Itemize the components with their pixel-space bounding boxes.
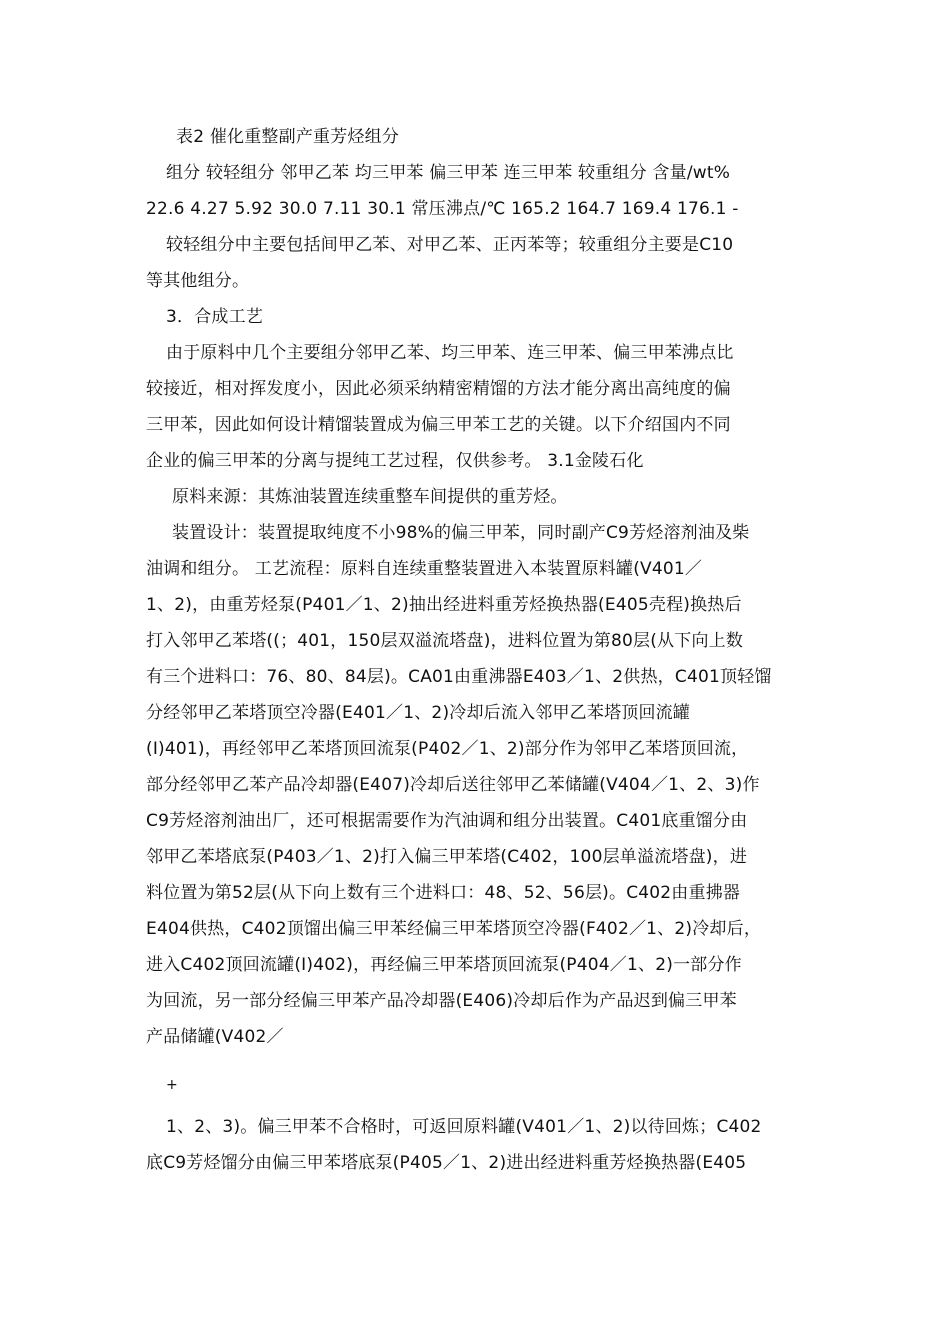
section-heading: 3．合成工艺 — [166, 307, 264, 327]
paragraph-line: 1、2、3)。偏三甲苯不合格时，可返回原料罐(V401／1、2)以待回炼；C402 — [166, 1117, 762, 1137]
paragraph-line: E404供热，C402顶馏出偏三甲苯经偏三甲苯塔顶空冷器(F402／1、2)冷却后， — [146, 919, 762, 939]
plus-marker: + — [166, 1077, 178, 1093]
paragraph-line: 产品储罐(V402／ — [146, 1027, 284, 1047]
paragraph-line: 邻甲乙苯塔底泵(P403／1、2)打入偏三甲苯塔(C402，100层单溢流塔盘)，进 — [146, 847, 748, 867]
paragraph-line: 较轻组分中主要包括间甲乙苯、对甲乙苯、正丙苯等；较重组分主要是C10 — [166, 235, 734, 255]
table-data-row: 22.6 4.27 5.92 30.0 7.11 30.1 常压沸点/℃ 165.2 164.7 169.4 176.1 - — [146, 199, 739, 219]
paragraph-line: 有三个进料口：76、80、84层)。CA01由重沸器E403／1、2供热，C401顶轻馏 — [146, 667, 772, 687]
paragraph-line: 分经邻甲乙苯塔顶空冷器(E401／1、2)冷却后流入邻甲乙苯塔顶回流罐 — [146, 703, 691, 723]
paragraph-line: 等其他组分。 — [146, 271, 250, 291]
table-caption: 表2 催化重整副产重芳烃组分 — [176, 127, 400, 147]
paragraph-line: 打入邻甲乙苯塔((；401，150层双溢流塔盘)，进料位置为第80层(从下向上数 — [146, 631, 744, 651]
paragraph-line: 油调和组分。 工艺流程：原料自连续重整装置进入本装置原料罐(V401／ — [146, 559, 703, 579]
paragraph-line: 底C9芳烃馏分由偏三甲苯塔底泵(P405／1、2)进出经进料重芳烃换热器(E405 — [146, 1153, 747, 1173]
paragraph-line: 部分经邻甲乙苯产品冷却器(E407)冷却后送往邻甲乙苯储罐(V404／1、2、3)作 — [146, 775, 760, 795]
paragraph-line: 原料来源：其炼油装置连续重整车间提供的重芳烃。 — [172, 487, 568, 507]
paragraph-line: 进入C402顶回流罐(I)402)，再经偏三甲苯塔顶回流泵(P404／1、2)一部分作 — [146, 955, 742, 975]
paragraph-line: 企业的偏三甲苯的分离与提纯工艺过程，仅供参考。 3.1金陵石化 — [146, 451, 644, 471]
paragraph-line: (I)401)，再经邻甲乙苯塔顶回流泵(P402／1、2)部分作为邻甲乙苯塔顶回流， — [146, 739, 749, 759]
paragraph-line: 1、2)，由重芳烃泵(P401／1、2)抽出经进料重芳烃换热器(E405壳程)换热后 — [146, 595, 742, 615]
paragraph-line: 装置设计：装置提取纯度不小98%的偏三甲苯，同时副产C9芳烃溶剂油及柴 — [172, 523, 750, 543]
table-header-row: 组分 较轻组分 邻甲乙苯 均三甲苯 偏三甲苯 连三甲苯 较重组分 含量/wt% — [166, 163, 731, 183]
paragraph-line: 由于原料中几个主要组分邻甲乙苯、均三甲苯、连三甲苯、偏三甲苯沸点比 — [166, 343, 734, 363]
paragraph-line: 三甲苯，因此如何设计精馏装置成为偏三甲苯工艺的关键。以下介绍国内不同 — [146, 415, 731, 435]
paragraph-line: 较接近，相对挥发度小，因此必须采纳精密精馏的方法才能分离出高纯度的偏 — [146, 379, 731, 399]
paragraph-line: 料位置为第52层(从下向上数有三个进料口：48、52、56层)。C402由重拂器 — [146, 883, 741, 903]
paragraph-line: C9芳烃溶剂油出厂，还可根据需要作为汽油调和组分出装置。C401底重馏分由 — [146, 811, 748, 831]
paragraph-line: 为回流，另一部分经偏三甲苯产品冷却器(E406)冷却后作为产品迟到偏三甲苯 — [146, 991, 737, 1011]
